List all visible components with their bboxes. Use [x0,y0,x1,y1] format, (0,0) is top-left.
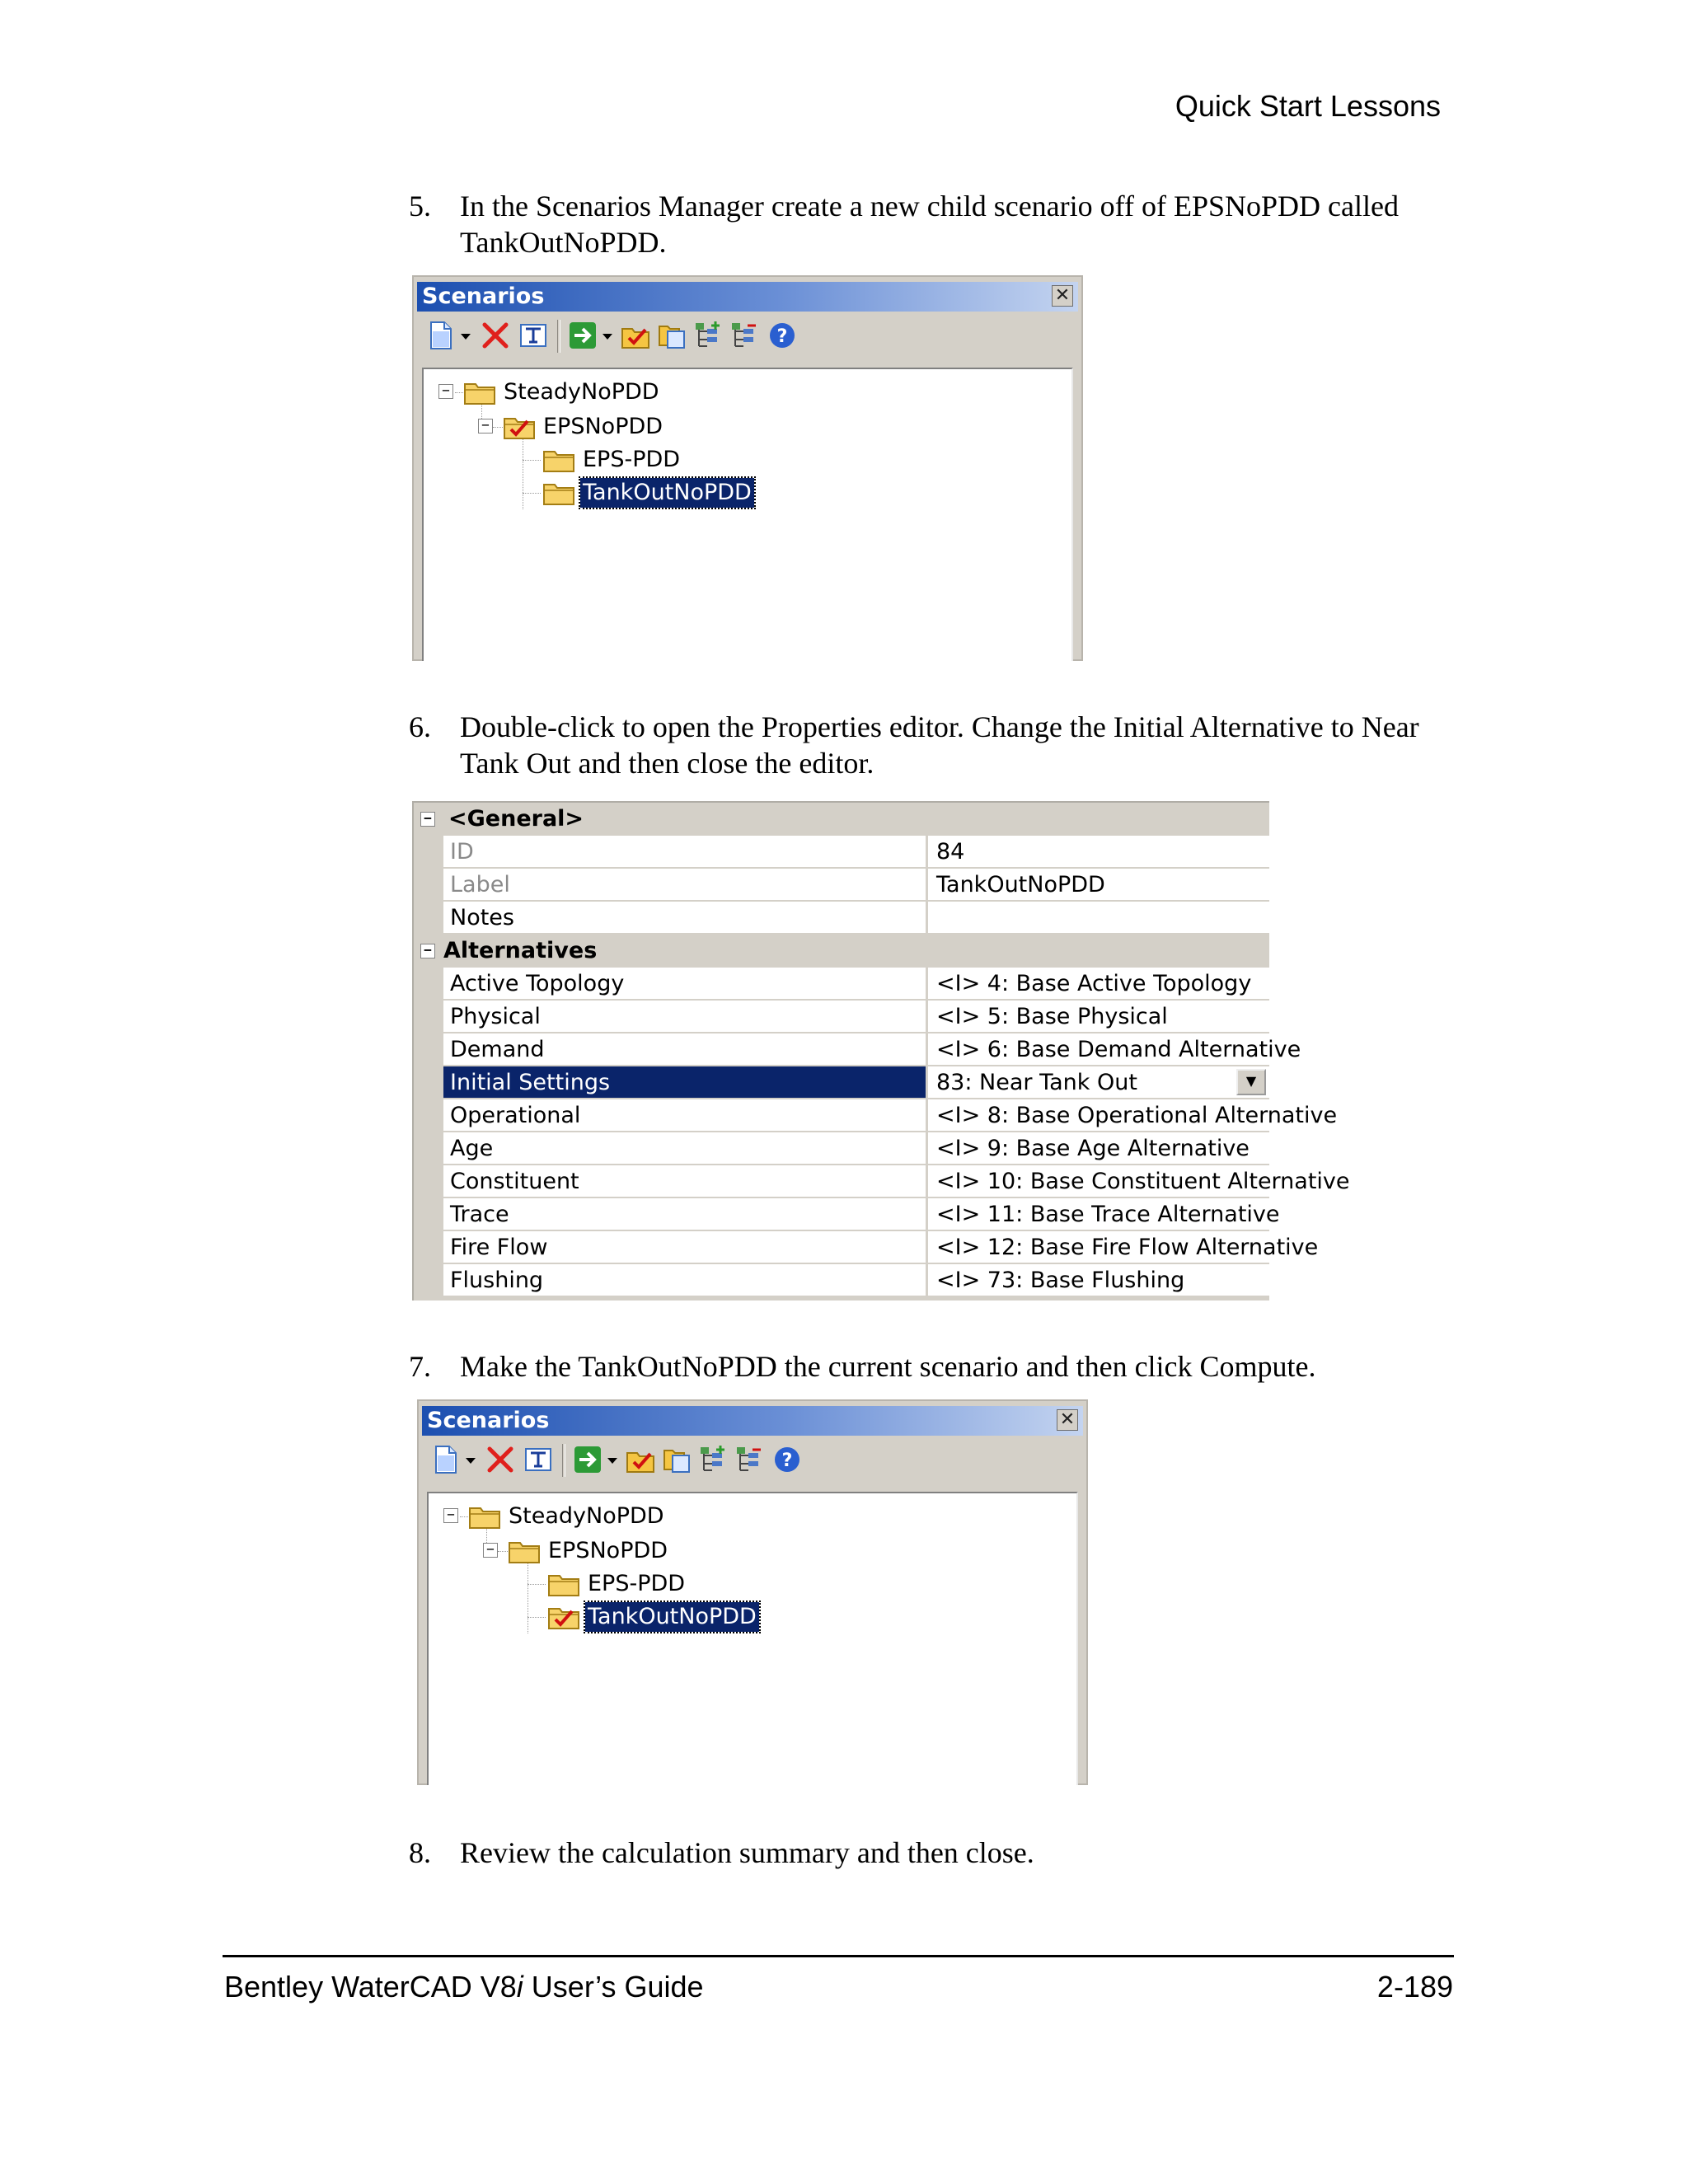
compute-icon[interactable] [572,1444,603,1475]
property-value: 84 [928,836,1269,868]
property-value: <I> 8: Base Operational Alternative [928,1099,1269,1132]
initial-settings-dropdown[interactable] [928,1066,1269,1099]
dropdown-arrow-icon[interactable]: ▼ [1236,1069,1266,1095]
property-row-physical[interactable] [414,1001,1269,1033]
collapse-toggle[interactable]: − [438,384,453,399]
section-title: Quick Start Lessons [1175,89,1441,123]
tree-node-label: SteadyNoPDD [509,1503,664,1529]
help-icon[interactable] [767,320,798,351]
page-number: 2-189 [1376,1970,1453,2004]
property-row-constituent[interactable] [414,1165,1350,1198]
step-number: 5. [409,190,431,223]
property-value: <I> 73: Base Flushing [928,1264,1269,1296]
folder-icon [542,447,575,473]
property-value: <I> 11: Base Trace Alternative [928,1198,1269,1230]
collapse-toggle[interactable]: − [420,944,435,958]
property-row-fire-flow[interactable] [414,1231,1319,1264]
property-name: Label [443,869,926,901]
tree-node-label: EPSNoPDD [548,1538,668,1563]
property-name: Demand [443,1033,926,1066]
category-general[interactable] [414,803,1269,836]
collapse-all-icon[interactable] [734,1444,765,1475]
property-name: Constituent [443,1165,926,1197]
close-button[interactable]: ✕ [1052,285,1073,307]
property-value: <I> 5: Base Physical [928,1001,1269,1033]
property-value: 83: Near Tank Out [936,1070,1137,1095]
copy-icon[interactable] [661,1444,692,1475]
step-8 [409,1835,1447,1871]
folder-icon [463,379,496,405]
property-value: <I> 9: Base Age Alternative [928,1132,1269,1165]
property-row-operational[interactable] [414,1099,1338,1132]
collapse-toggle[interactable]: − [420,812,435,827]
property-value[interactable] [928,902,1269,934]
window-title: Scenarios [427,1408,550,1433]
window-titlebar [417,282,1078,312]
scenario-tree [422,368,1073,661]
property-row-trace[interactable] [414,1198,1280,1231]
tree-node-label: TankOutNoPDD [585,1602,759,1632]
scenario-tree [427,1492,1078,1785]
property-row-demand[interactable] [414,1033,1301,1066]
property-name: Physical [443,1001,926,1033]
step-text: In the Scenarios Manager create a new child scenario off of EPSNoPDD called TankOutNoPDD. [460,190,1399,259]
tree-node-label: EPS-PDD [583,447,681,472]
make-current-icon[interactable] [620,320,651,351]
compute-icon[interactable] [567,320,598,351]
property-name: Flushing [443,1264,926,1296]
close-button[interactable]: ✕ [1057,1409,1078,1431]
footer-divider [223,1955,1454,1957]
dropdown-arrow-icon[interactable] [600,320,615,351]
step-text: Double-click to open the Properties editor. Change the Initial Alternative to Near Tank Out and then close the editor. [460,710,1419,780]
svg-text:?: ? [776,326,788,347]
step-text: Make the TankOutNoPDD the current scenario and then click Compute. [460,1350,1316,1383]
property-name: Fire Flow [443,1231,926,1263]
guide-title [224,1970,704,2004]
property-row-label[interactable] [414,869,1269,902]
tree-node-label: SteadyNoPDD [504,379,659,405]
step-text: Review the calculation summary and then close. [460,1836,1034,1869]
step-number: 7. [409,1350,431,1383]
expand-all-icon[interactable] [692,320,724,351]
tree-node-label: EPSNoPDD [543,414,663,439]
make-current-icon[interactable] [625,1444,656,1475]
step-5 [409,188,1447,260]
dropdown-arrow-icon[interactable] [463,1444,478,1475]
collapse-toggle[interactable]: − [443,1508,458,1523]
collapse-toggle[interactable]: − [478,419,493,434]
folder-icon [547,1571,580,1597]
property-value: TankOutNoPDD [928,869,1269,901]
delete-icon[interactable] [485,1444,516,1475]
category-alternatives[interactable] [414,935,1269,968]
property-row-active-topology[interactable] [414,968,1269,1001]
property-name: Operational [443,1099,926,1132]
guide-title-main: Bentley WaterCAD V8 [224,1970,517,2004]
property-row-flushing[interactable] [414,1264,1269,1297]
properties-grid [412,801,1350,1301]
property-name: ID [443,836,926,868]
step-number: 6. [409,710,431,743]
dropdown-arrow-icon[interactable] [458,320,473,351]
guide-title-italic: i [516,1970,523,2004]
tree-node-label: TankOutNoPDD [580,478,754,508]
scenarios-toolbar [417,313,1078,358]
property-row-initial-settings[interactable] [414,1066,1269,1099]
svg-text:?: ? [781,1451,793,1471]
property-name: Notes [443,902,926,934]
window-titlebar [422,1406,1083,1436]
help-icon[interactable] [771,1444,803,1475]
step-number: 8. [409,1836,431,1869]
category-label: <General> [448,806,584,832]
delete-icon[interactable] [480,320,511,351]
property-name: Age [443,1132,926,1165]
folder-checked-icon [547,1604,580,1630]
folder-checked-icon [503,414,536,440]
step-6 [409,709,1447,781]
property-value: <I> 6: Base Demand Alternative [928,1033,1269,1066]
property-name: Active Topology [443,968,926,1000]
property-name: Initial Settings [443,1066,926,1099]
expand-all-icon[interactable] [697,1444,729,1475]
category-label: Alternatives [443,938,598,963]
guide-title-suffix: User’s Guide [523,1970,704,2004]
step-7 [409,1348,1447,1385]
property-value: <I> 12: Base Fire Flow Alternative [928,1231,1269,1263]
scenarios-window [417,1399,1088,1785]
property-value: <I> 4: Base Active Topology [928,968,1269,1000]
rename-icon[interactable] [518,320,549,351]
property-row-id[interactable] [414,836,1269,869]
new-icon[interactable] [430,1444,462,1475]
scenarios-window [412,275,1083,661]
toolbar-separator [557,320,560,353]
new-icon[interactable] [425,320,457,351]
folder-icon [508,1538,541,1564]
folder-icon [542,480,575,506]
scenarios-toolbar [422,1437,1083,1482]
copy-icon[interactable] [656,320,687,351]
rename-icon[interactable] [523,1444,554,1475]
property-row-notes[interactable] [414,902,1269,935]
dropdown-arrow-icon[interactable] [605,1444,620,1475]
toolbar-separator [562,1444,565,1477]
collapse-toggle[interactable]: − [483,1543,498,1558]
property-name: Trace [443,1198,926,1230]
property-row-age[interactable] [414,1132,1269,1165]
tree-node-label: EPS-PDD [588,1571,686,1596]
property-value: <I> 10: Base Constituent Alternative [928,1165,1269,1197]
folder-icon [468,1503,501,1530]
collapse-all-icon[interactable] [729,320,760,351]
window-title: Scenarios [422,284,545,309]
